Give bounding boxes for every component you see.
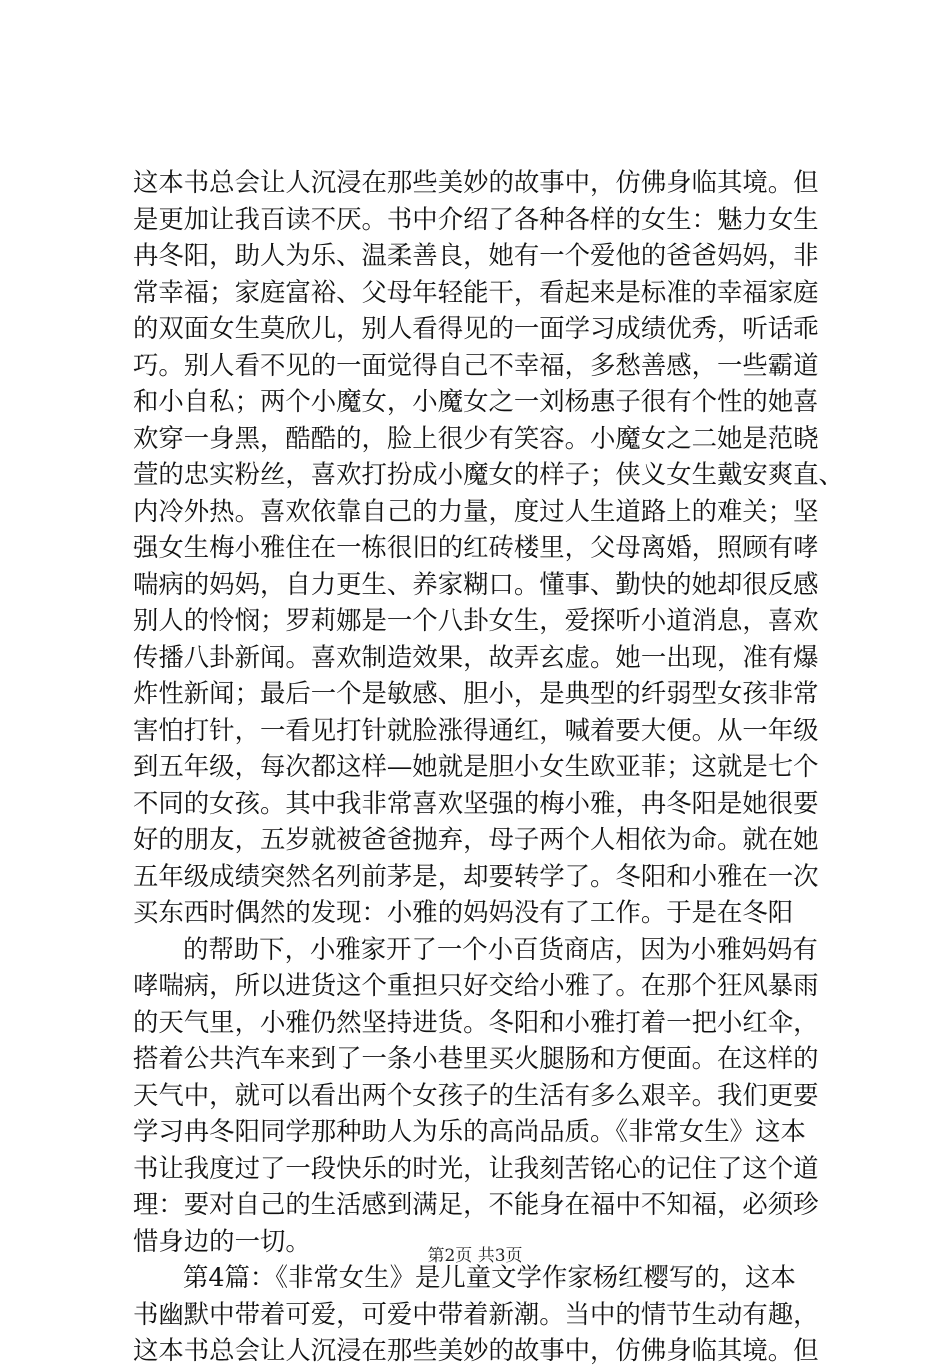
text-line: 别人的怜悯；罗莉娜是一个八卦女生，爱探听小道消息，喜欢 bbox=[133, 605, 819, 635]
text-line: 搭着公共汽车来到了一条小巷里买火腿肠和方便面。在这样的 bbox=[133, 1043, 819, 1073]
text-line: 常幸福；家庭富裕、父母年轻能干，看起来是标准的幸福家庭 bbox=[133, 276, 819, 307]
text-line: 的帮助下，小雅家开了一个小百货商店，因为小雅妈妈有 bbox=[183, 933, 818, 964]
text-line: 的双面女生莫欣儿，别人看得见的一面学习成绩优秀，听话乖 bbox=[133, 313, 819, 343]
text-line: 萱的忠实粉丝，喜欢打扮成小魔女的样子；侠义女生戴安爽直、 bbox=[133, 459, 844, 489]
text-line: 害怕打针，一看见打针就脸涨得通红，喊着要大便。从一年级 bbox=[133, 714, 819, 745]
text-line: 冉冬阳，助人为乐、温柔善良，她有一个爱他的爸爸妈妈，非 bbox=[133, 240, 819, 270]
text-line: 哮喘病，所以进货这个重担只好交给小雅了。在那个狂风暴雨 bbox=[133, 970, 819, 1000]
text-line: 炸性新闻；最后一个是敏感、胆小，是典型的纤弱型女孩非常 bbox=[133, 678, 819, 708]
text-line: 书幽默中带着可爱，可爱中带着新潮。当中的情节生动有趣， bbox=[133, 1298, 819, 1329]
text-line: 的天气里，小雅仍然坚持进货。冬阳和小雅打着一把小红伞， bbox=[133, 1006, 819, 1037]
text-line: 巧。别人看不见的一面觉得自己不幸福，多愁善感，一些霸道 bbox=[133, 349, 819, 380]
text-line: 这本书总会让人沉浸在那些美妙的故事中，仿佛身临其境。但 bbox=[133, 1335, 819, 1365]
text-line: 不同的女孩。其中我非常喜欢坚强的梅小雅，冉冬阳是她很要 bbox=[133, 787, 819, 818]
text-line: 是更加让我百读不厌。书中介绍了各种各样的女生：魅力女生 bbox=[133, 203, 819, 234]
page-footer: 第2页 共3页 bbox=[427, 1246, 523, 1266]
text-line: 第4篇：《非常女生》是儿童文学作家杨红樱写的，这本 bbox=[183, 1262, 796, 1292]
text-line: 到五年级，每次都这样—她就是胆小女生欧亚菲；这就是七个 bbox=[133, 751, 819, 781]
text-line: 惜身边的一切。 bbox=[133, 1225, 311, 1256]
text-line: 这本书总会让人沉浸在那些美妙的故事中，仿佛身临其境。但 bbox=[133, 167, 819, 197]
text-line: 学习冉冬阳同学那种助人为乐的高尚品质。《非常女生》这本 bbox=[133, 1116, 806, 1146]
text-line: 喘病的妈妈，自力更生、养家糊口。懂事、勤快的她却很反感 bbox=[133, 568, 819, 599]
text-line: 内冷外热。喜欢依靠自己的力量，度过人生道路上的难关；坚 bbox=[133, 495, 819, 526]
text-line: 欢穿一身黑，酷酷的，脸上很少有笑容。小魔女之二她是范晓 bbox=[133, 422, 819, 453]
text-line: 天气中，就可以看出两个女孩子的生活有多么艰辛。我们更要 bbox=[133, 1079, 819, 1110]
text-line: 好的朋友，五岁就被爸爸抛弃，母子两个人相依为命。就在她 bbox=[133, 824, 819, 854]
text-line: 理：要对自己的生活感到满足，不能身在福中不知福，必须珍 bbox=[133, 1189, 819, 1219]
text-line: 买东西时偶然的发现：小雅的妈妈没有了工作。于是在冬阳 bbox=[133, 897, 794, 927]
text-line: 书让我度过了一段快乐的时光，让我刻苦铭心的记住了这个道 bbox=[133, 1152, 819, 1183]
body-text bbox=[133, 164, 844, 1369]
text-line: 强女生梅小雅住在一栋很旧的红砖楼里，父母离婚，照顾有哮 bbox=[133, 532, 819, 562]
text-line: 传播八卦新闻。喜欢制造效果，故弄玄虚。她一出现，准有爆 bbox=[133, 641, 819, 672]
text-line: 和小自私；两个小魔女，小魔女之一刘杨惠子很有个性的她喜 bbox=[133, 386, 819, 416]
text-line: 五年级成绩突然名列前茅是，却要转学了。冬阳和小雅在一次 bbox=[133, 860, 819, 891]
